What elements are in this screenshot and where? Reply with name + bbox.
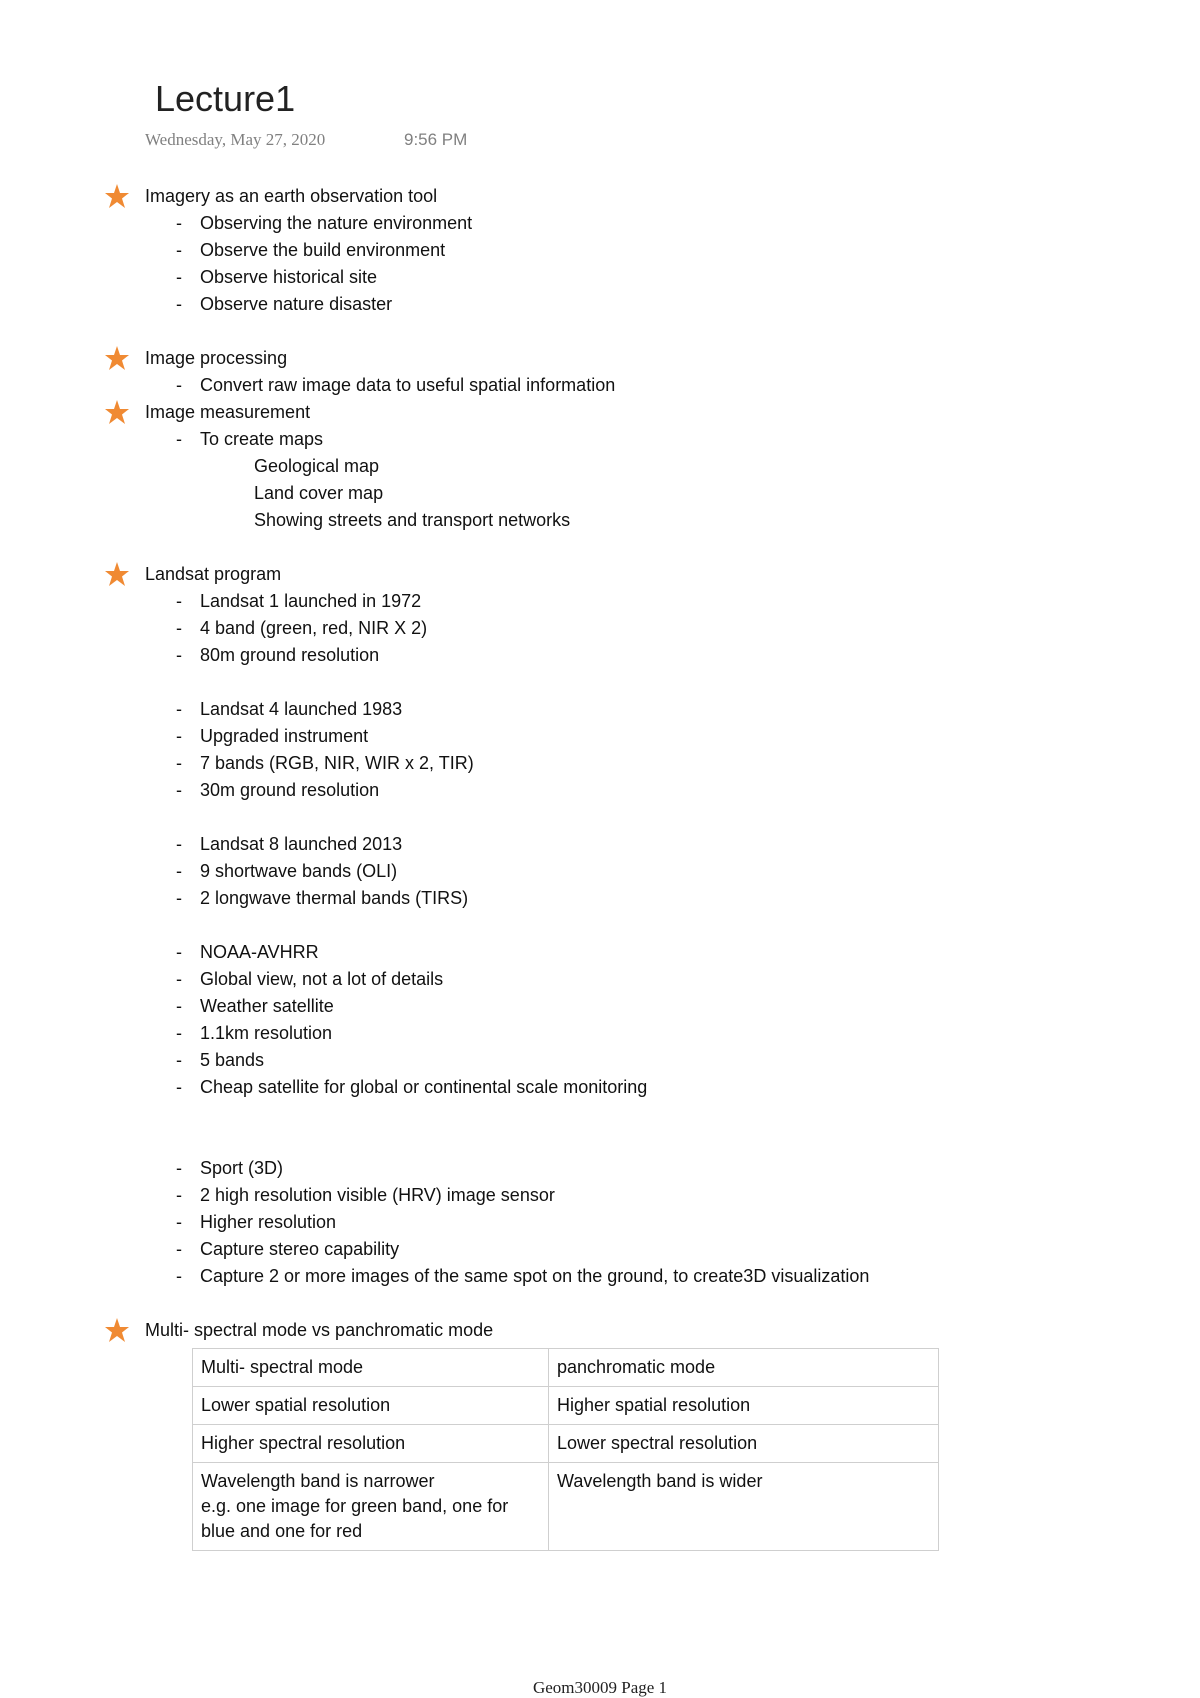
bullet-dash: - bbox=[176, 1212, 182, 1232]
list-item: Sport (3D) bbox=[200, 1158, 284, 1178]
bullet-dash: - bbox=[176, 969, 182, 989]
table-row bbox=[193, 1425, 939, 1463]
star-icon bbox=[104, 399, 130, 425]
list-item: Cheap satellite for global or continental scale monitoring bbox=[200, 1077, 648, 1097]
list-item: 1.1km resolution bbox=[200, 1023, 333, 1043]
table-cell: Wavelength band is narrower e.g. one image for green band, one for blue and one for red bbox=[193, 1463, 549, 1551]
list-item: Weather satellite bbox=[200, 996, 334, 1016]
list-item: 5 bands bbox=[200, 1050, 265, 1070]
table-cell: panchromatic mode bbox=[549, 1349, 939, 1387]
page-date: Wednesday, May 27, 2020 bbox=[145, 130, 326, 149]
comparison-table bbox=[192, 1348, 939, 1551]
bullet-dash: - bbox=[176, 267, 182, 287]
list-item: NOAA-AVHRR bbox=[200, 942, 319, 962]
list-item: Upgraded instrument bbox=[200, 726, 369, 746]
star-icon bbox=[104, 183, 130, 209]
list-item: 9 shortwave bands (OLI) bbox=[200, 861, 398, 881]
bullet-dash: - bbox=[176, 213, 182, 233]
table-cell: Lower spatial resolution bbox=[193, 1387, 549, 1425]
table-cell: Multi- spectral mode bbox=[193, 1349, 549, 1387]
star-icon bbox=[104, 345, 130, 371]
sub-list-item: Showing streets and transport networks bbox=[254, 510, 571, 530]
bullet-dash: - bbox=[176, 294, 182, 314]
bullet-dash: - bbox=[176, 996, 182, 1016]
bullet-dash: - bbox=[176, 1050, 182, 1070]
bullet-dash: - bbox=[176, 699, 182, 719]
star-icon bbox=[104, 1317, 130, 1343]
list-item: Landsat 1 launched in 1972 bbox=[200, 591, 422, 611]
bullet-dash: - bbox=[176, 429, 182, 449]
list-item: Observe nature disaster bbox=[200, 294, 393, 314]
list-item: Landsat 8 launched 2013 bbox=[200, 834, 403, 854]
list-item: Capture stereo capability bbox=[200, 1239, 400, 1259]
list-item: 7 bands (RGB, NIR, WIR x 2, TIR) bbox=[200, 753, 474, 773]
table-row bbox=[193, 1463, 939, 1551]
list-item: Observing the nature environment bbox=[200, 213, 473, 233]
list-item: Capture 2 or more images of the same spot on the ground, to create3D visualization bbox=[200, 1266, 870, 1286]
bullet-dash: - bbox=[176, 375, 182, 395]
star-icon bbox=[104, 561, 130, 587]
bullet-dash: - bbox=[176, 780, 182, 800]
list-item: 4 band (green, red, NIR X 2) bbox=[200, 618, 428, 638]
list-item: Convert raw image data to useful spatial information bbox=[200, 375, 616, 395]
bullet-dash: - bbox=[176, 861, 182, 881]
table-cell: Higher spatial resolution bbox=[549, 1387, 939, 1425]
list-item: Observe historical site bbox=[200, 267, 378, 287]
bullet-dash: - bbox=[176, 591, 182, 611]
section-heading: Imagery as an earth observation tool bbox=[145, 186, 438, 206]
sub-list-item: Land cover map bbox=[254, 483, 384, 503]
bullet-dash: - bbox=[176, 726, 182, 746]
bullet-dash: - bbox=[176, 1077, 182, 1097]
page-time: 9:56 PM bbox=[404, 130, 468, 149]
list-item: 2 longwave thermal bands (TIRS) bbox=[200, 888, 469, 908]
section-heading: Landsat program bbox=[145, 564, 282, 584]
bullet-dash: - bbox=[176, 1158, 182, 1178]
bullet-dash: - bbox=[176, 1266, 182, 1286]
list-item: Global view, not a lot of details bbox=[200, 969, 444, 989]
bullet-dash: - bbox=[176, 645, 182, 665]
bullet-dash: - bbox=[176, 942, 182, 962]
section-heading: Image processing bbox=[145, 348, 288, 368]
page-footer: Geom30009 Page 1 bbox=[532, 1678, 668, 1697]
table-cell: Higher spectral resolution bbox=[193, 1425, 549, 1463]
bullet-dash: - bbox=[176, 618, 182, 638]
bullet-dash: - bbox=[176, 888, 182, 908]
table-cell: Lower spectral resolution bbox=[549, 1425, 939, 1463]
list-item: 80m ground resolution bbox=[200, 645, 380, 665]
list-item: Higher resolution bbox=[200, 1212, 337, 1232]
bullet-dash: - bbox=[176, 1023, 182, 1043]
page-title: Lecture1 bbox=[155, 78, 296, 119]
table-row bbox=[193, 1349, 939, 1387]
bullet-dash: - bbox=[176, 240, 182, 260]
section-heading: Image measurement bbox=[145, 402, 311, 422]
bullet-dash: - bbox=[176, 834, 182, 854]
table-cell: Wavelength band is wider bbox=[549, 1463, 939, 1551]
section-heading: Multi- spectral mode vs panchromatic mode bbox=[145, 1320, 494, 1340]
list-item: 2 high resolution visible (HRV) image sensor bbox=[200, 1185, 555, 1205]
sub-list-item: Geological map bbox=[254, 456, 380, 476]
bullet-dash: - bbox=[176, 1185, 182, 1205]
list-item: 30m ground resolution bbox=[200, 780, 380, 800]
bullet-dash: - bbox=[176, 1239, 182, 1259]
list-item: Landsat 4 launched 1983 bbox=[200, 699, 403, 719]
list-item: To create maps bbox=[200, 429, 324, 449]
bullet-dash: - bbox=[176, 753, 182, 773]
table-row bbox=[193, 1387, 939, 1425]
list-item: Observe the build environment bbox=[200, 240, 446, 260]
